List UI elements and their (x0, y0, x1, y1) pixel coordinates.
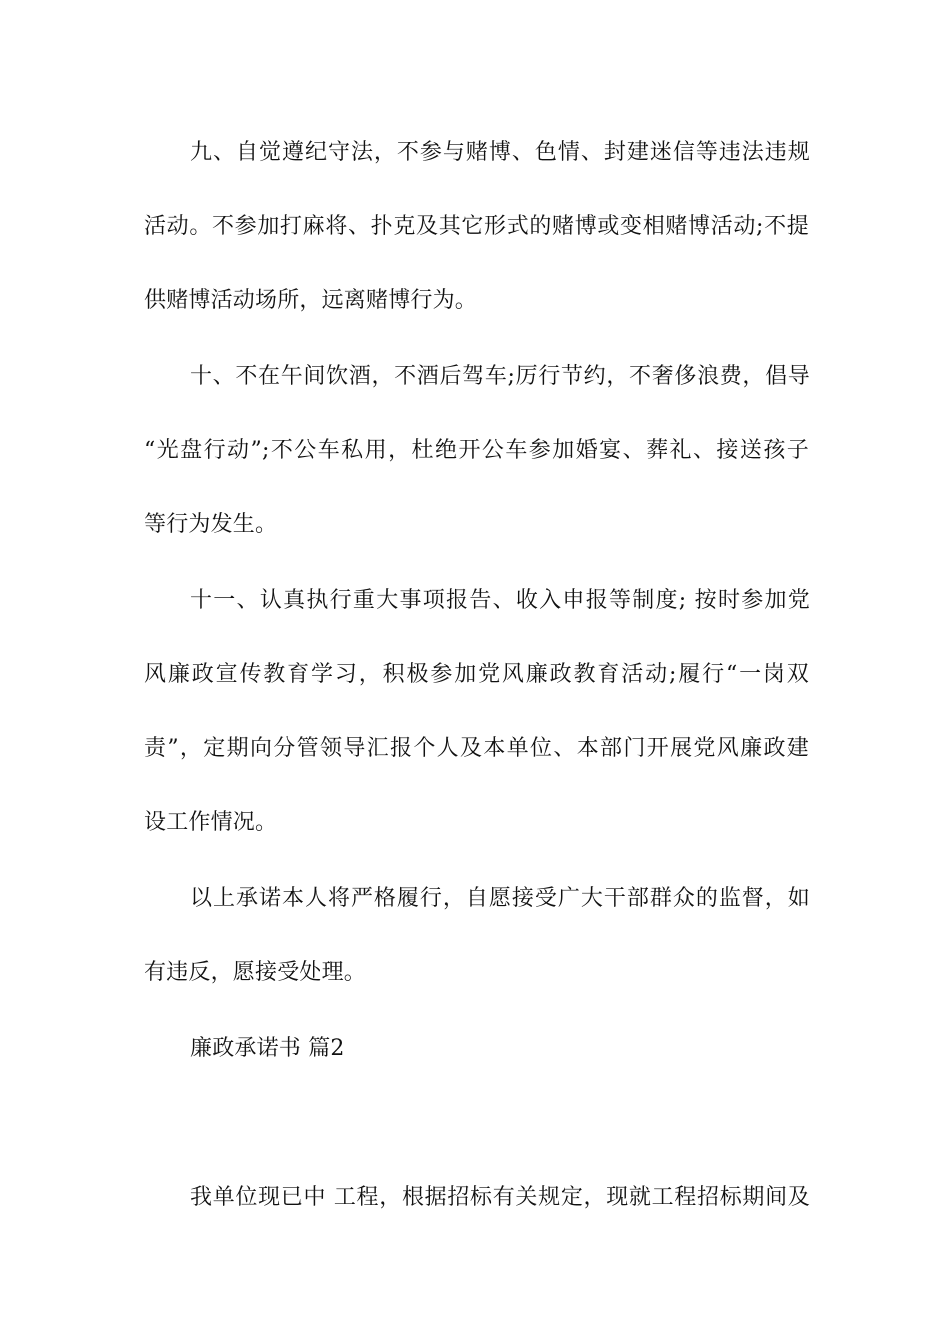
paragraph-line: 十、不在午间饮酒，不酒后驾车;厉行节约，不奢侈浪费，倡导 (190, 364, 810, 389)
paragraph-line: 等行为发生。 (144, 512, 278, 537)
paragraph-line: 设工作情况。 (144, 810, 278, 835)
paragraph-line: 风廉政宣传教育学习，积极参加党风廉政教育活动;履行“一岗双 (144, 662, 809, 687)
paragraph-line: “光盘行动”;不公车私用，杜绝开公车参加婚宴、葬礼、接送孩子 (144, 438, 809, 463)
paragraph-line: 供赌博活动场所，远离赌博行为。 (144, 288, 478, 313)
paragraph-line: 活动。不参加打麻将、扑克及其它形式的赌博或变相赌博活动;不提 (144, 214, 809, 239)
paragraph-line: 十一、认真执行重大事项报告、收入申报等制度; 按时参加党 (190, 588, 810, 613)
paragraph-line: 有违反，愿接受处理。 (144, 960, 367, 985)
paragraph-line: 以上承诺本人将严格履行，自愿接受广大干部群众的监督，如 (190, 886, 810, 911)
section-heading: 廉政承诺书 篇2 (190, 1036, 345, 1061)
paragraph-line: 我单位现已中 工程，根据招标有关规定，现就工程招标期间及 (190, 1185, 810, 1210)
paragraph-line: 责”，定期向分管领导汇报个人及本单位、本部门开展党风廉政建 (144, 736, 809, 761)
paragraph-line: 九、自觉遵纪守法，不参与赌博、色情、封建迷信等违法违规 (190, 140, 810, 165)
